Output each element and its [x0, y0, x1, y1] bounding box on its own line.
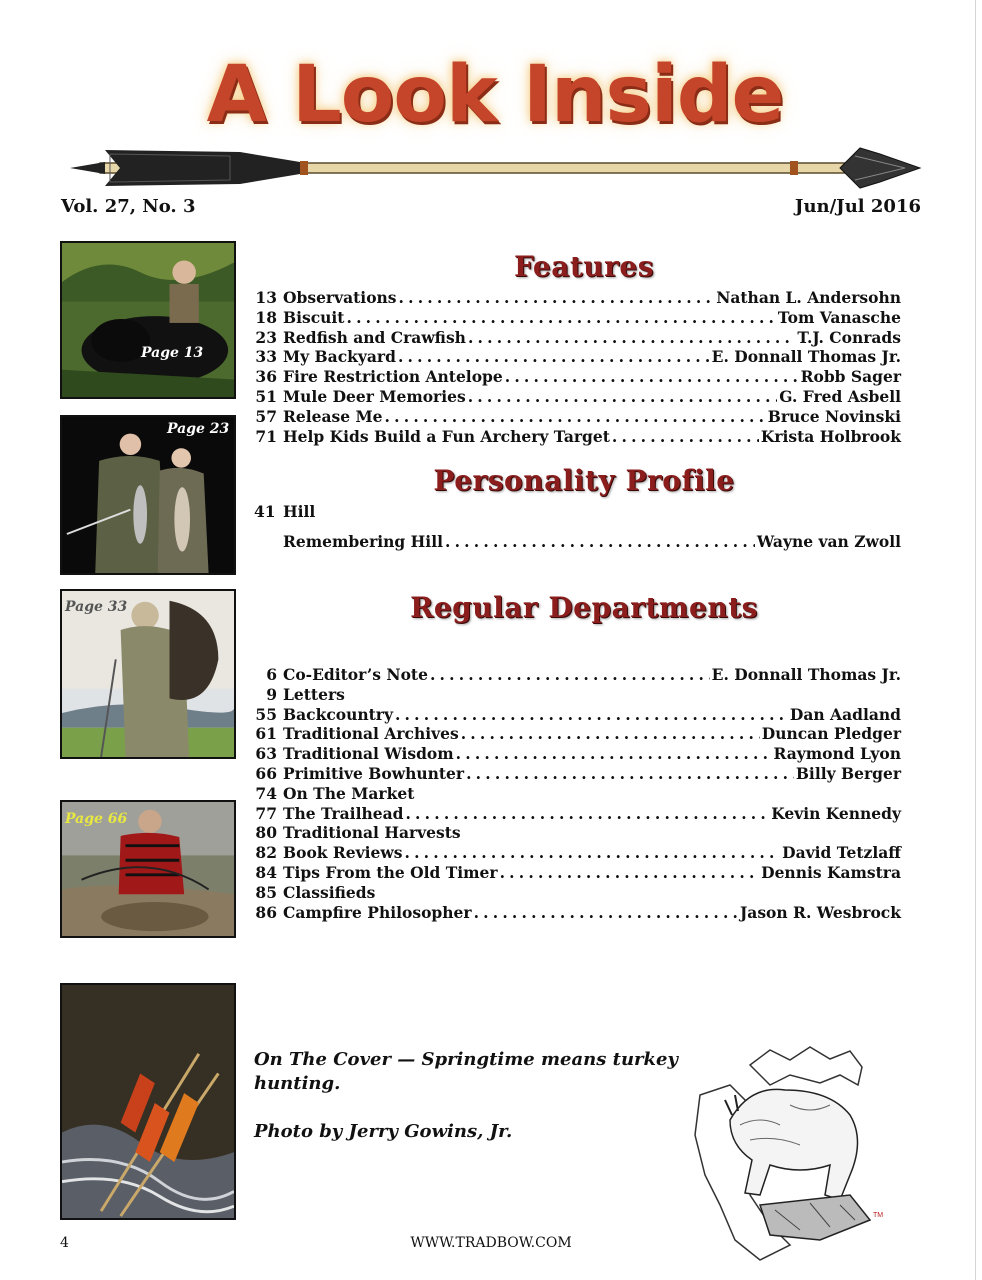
article-author: Raymond Lyon: [773, 744, 901, 764]
toc-entry[interactable]: [254, 863, 901, 883]
article-title: Backcountry: [283, 704, 393, 724]
toc-entry[interactable]: [254, 764, 901, 784]
toc-entry[interactable]: [254, 705, 901, 725]
page-number: 23: [255, 327, 277, 347]
article-author: Dan Aadland: [789, 704, 901, 724]
page-number-footer: 4: [60, 1235, 69, 1251]
dot-leader: [404, 843, 780, 862]
page-number: 13: [255, 288, 277, 307]
photo-label: Page 23: [167, 421, 230, 437]
dot-leader: [398, 347, 710, 366]
page-number: 61: [255, 724, 277, 744]
article-title: Book Reviews: [283, 843, 403, 863]
profile-list: [254, 502, 901, 552]
page-number: 77: [255, 803, 277, 823]
article-title: Primitive Bowhunter: [283, 763, 465, 783]
toc-entry[interactable]: [254, 843, 901, 863]
article-title: Classifieds: [283, 882, 376, 902]
mountain-goat-logo-icon: [690, 1045, 898, 1265]
article-title: Traditional Archives: [283, 724, 459, 744]
article-title: Campfire Philosopher: [283, 902, 472, 922]
features-heading: Features: [514, 250, 654, 283]
article-author: G. Fred Asbell: [779, 386, 901, 406]
page-number: 74: [255, 783, 277, 803]
departments-list: [254, 665, 901, 922]
page-number: 41: [254, 502, 276, 521]
dot-leader: [385, 407, 766, 426]
article-title: My Backyard: [283, 347, 396, 367]
page-number: 71: [255, 426, 277, 446]
page-number: 36: [255, 367, 277, 387]
toc-entry[interactable]: [254, 387, 901, 407]
photo-credit: Photo by Jerry Gowins, Jr.: [254, 1121, 513, 1142]
article-title: Release Me: [283, 406, 383, 426]
toc-entry[interactable]: [254, 665, 901, 685]
page-number: 63: [255, 744, 277, 764]
toc-entry[interactable]: [254, 328, 901, 348]
toc-entry[interactable]: [254, 685, 901, 705]
article-author: Kevin Kennedy: [771, 803, 901, 823]
article-title: The Trailhead: [283, 803, 404, 823]
article-title: Remembering Hill: [283, 531, 443, 551]
dot-leader: [456, 744, 772, 763]
article-title: Mule Deer Memories: [283, 386, 466, 406]
dot-leader: [461, 724, 760, 743]
page-number: 82: [255, 843, 277, 863]
dot-leader: [468, 387, 778, 406]
article-title: Letters: [283, 684, 345, 704]
page-number: 33: [255, 347, 277, 367]
dot-leader: [395, 705, 788, 724]
toc-entry[interactable]: [254, 427, 901, 447]
article-author: Billy Berger: [795, 763, 901, 783]
article-title: Fire Restriction Antelope: [283, 367, 503, 387]
toc-entry[interactable]: [254, 367, 901, 387]
dot-leader: [500, 863, 760, 882]
dot-leader: [399, 288, 715, 307]
profile-name: Hill: [283, 502, 316, 521]
toc-entry[interactable]: [254, 532, 901, 552]
article-author: E. Donnall Thomas Jr.: [711, 347, 901, 367]
photo-label: Page 33: [65, 599, 128, 615]
dot-leader: [466, 764, 794, 783]
page-number: 51: [255, 386, 277, 406]
article-title: Traditional Wisdom: [283, 744, 454, 764]
article-title: Co-Editor’s Note: [283, 665, 428, 684]
arrow-divider-icon: [60, 140, 926, 196]
page-number: 85: [255, 882, 277, 902]
article-title: Biscuit: [283, 307, 345, 327]
article-title: Traditional Harvests: [283, 823, 461, 843]
article-author: Dennis Kamstra: [761, 862, 901, 882]
article-author: Robb Sager: [800, 367, 901, 387]
article-title: Observations: [283, 288, 397, 307]
dot-leader: [612, 427, 759, 446]
dot-leader: [468, 328, 795, 347]
cover-photo: [60, 983, 236, 1220]
dot-leader: [405, 804, 769, 823]
article-author: Duncan Pledger: [761, 724, 901, 744]
article-title: Redfish and Crawfish: [283, 327, 466, 347]
photo-label: Page 66: [65, 811, 128, 827]
photo-page-13: [60, 241, 236, 399]
toc-entry[interactable]: [254, 784, 901, 804]
toc-entry[interactable]: [254, 724, 901, 744]
page-number: 80: [255, 823, 277, 843]
dot-leader: [474, 903, 738, 922]
article-author: Wayne van Zwoll: [756, 531, 901, 551]
page-number: 86: [255, 902, 277, 922]
article-author: Nathan L. Andersohn: [716, 288, 901, 307]
toc-entry[interactable]: [254, 308, 901, 328]
page-number: 57: [255, 406, 277, 426]
page-title: A Look Inside: [206, 50, 784, 140]
article-title: On The Market: [283, 783, 415, 803]
article-author: Jason R. Wesbrock: [739, 902, 901, 922]
volume-number: Vol. 27, No. 3: [61, 196, 196, 217]
dot-leader: [445, 532, 755, 551]
cover-caption: [254, 1048, 704, 1168]
photo-page-23: [60, 415, 236, 575]
article-title: Tips From the Old Timer: [283, 862, 498, 882]
photo-label: Page 13: [141, 345, 204, 361]
page-edge: [975, 0, 976, 1280]
toc-entry[interactable]: [254, 804, 901, 824]
article-author: Krista Holbrook: [760, 426, 901, 446]
personality-profile-heading: Personality Profile: [433, 464, 735, 497]
page-number: 18: [255, 307, 277, 327]
page-number: 9: [266, 684, 277, 704]
toc-entry[interactable]: [254, 883, 901, 903]
toc-entry[interactable]: [254, 407, 901, 427]
article-author: E. Donnall Thomas Jr.: [711, 665, 901, 684]
cover-description: On The Cover — Springtime means turkey hunting.: [254, 1049, 678, 1094]
trademark: TM: [873, 1212, 884, 1219]
toc-entry[interactable]: [254, 903, 901, 923]
article-author: Bruce Novinski: [767, 406, 901, 426]
page-number: 6: [266, 665, 277, 684]
dot-leader: [505, 367, 799, 386]
page-number: 55: [255, 704, 277, 724]
dot-leader: [430, 665, 710, 684]
page-number: 66: [255, 763, 277, 783]
toc-entry[interactable]: [254, 347, 901, 367]
photo-page-33: [60, 589, 236, 759]
photo-page-66: [60, 800, 236, 938]
issue-date: Jun/Jul 2016: [794, 196, 921, 217]
article-title: Help Kids Build a Fun Archery Target: [283, 426, 610, 446]
article-author: David Tetzlaff: [782, 843, 901, 863]
toc-entry[interactable]: [254, 823, 901, 843]
page-number: 84: [255, 862, 277, 882]
dot-leader: [346, 308, 775, 327]
features-list: [254, 288, 901, 446]
toc-entry[interactable]: [254, 502, 901, 522]
toc-entry[interactable]: [254, 744, 901, 764]
toc-entry[interactable]: [254, 288, 901, 308]
article-author: T.J. Conrads: [797, 327, 901, 347]
regular-departments-heading: Regular Departments: [410, 591, 758, 624]
website-url[interactable]: WWW.TRADBOW.COM: [410, 1235, 572, 1251]
article-author: Tom Vanasche: [777, 307, 901, 327]
